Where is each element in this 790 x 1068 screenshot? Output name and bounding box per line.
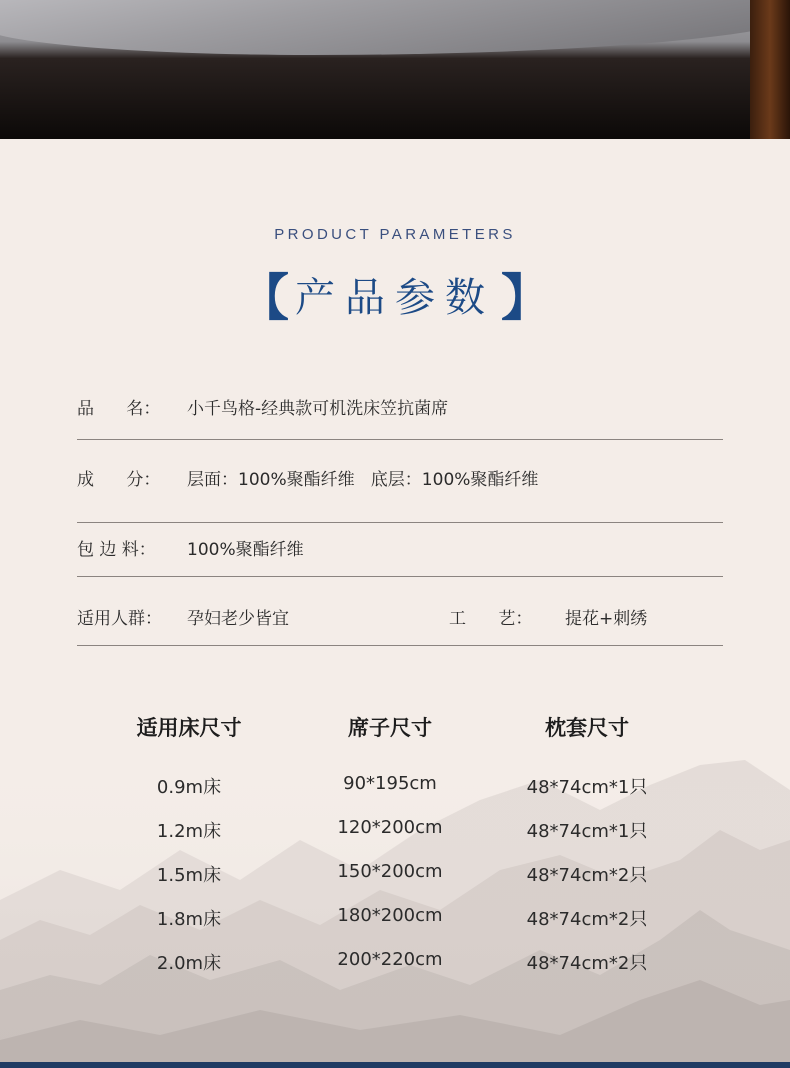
param-value: 孕妇老少皆宜 (187, 609, 289, 629)
section-subtitle: PRODUCT PARAMETERS (274, 226, 516, 243)
fabric-image (0, 0, 790, 55)
size-table-cell: 2.0m床 (156, 953, 222, 974)
param-label: 成 分： (77, 470, 161, 490)
bottom-bar (0, 1062, 790, 1068)
param-label: 品 名： (77, 399, 161, 419)
size-table-cell: 48*74cm*1只 (526, 821, 648, 842)
param-label: 工 艺： (449, 609, 533, 629)
size-table-cell: 48*74cm*2只 (526, 909, 648, 930)
size-table-cell: 150*200cm (337, 861, 443, 882)
param-row-edging (77, 535, 723, 560)
hero-image (0, 0, 790, 139)
divider (77, 576, 723, 577)
divider (77, 439, 723, 440)
param-value: 小千鸟格-经典款可机洗床笠抗菌席 (187, 399, 449, 419)
size-table-header: 席子尺寸 (348, 716, 432, 740)
param-value: 层面：100%聚酯纤维 底层：100%聚酯纤维 (187, 470, 539, 490)
param-row-name (77, 394, 723, 419)
left-bracket: 【 (239, 268, 289, 327)
param-row-composition (77, 465, 723, 490)
size-table-cell: 180*200cm (337, 905, 443, 926)
right-bracket: 】 (501, 268, 551, 327)
divider (77, 522, 723, 523)
section-title (0, 268, 790, 328)
size-table-cell: 48*74cm*2只 (526, 865, 648, 886)
param-row-craft (449, 604, 723, 629)
param-label: 适用人群： (77, 609, 162, 629)
size-table-cell: 90*195cm (343, 773, 437, 794)
size-table-cell: 1.5m床 (156, 865, 222, 886)
size-table-header: 适用床尺寸 (136, 716, 242, 740)
size-table-cell: 200*220cm (337, 949, 443, 970)
size-table-cell: 1.2m床 (156, 821, 222, 842)
size-table-cell: 0.9m床 (156, 777, 222, 798)
size-table-cell: 48*74cm*2只 (526, 953, 648, 974)
size-table-header: 枕套尺寸 (545, 716, 629, 740)
title-text: 产品参数 (295, 275, 495, 321)
size-table-cell: 1.8m床 (156, 909, 222, 930)
size-table-cell: 48*74cm*1只 (526, 777, 648, 798)
param-value: 100%聚酯纤维 (187, 540, 304, 560)
param-value: 提花+刺绣 (565, 609, 648, 629)
param-label: 包 边 料： (77, 540, 156, 560)
size-table-cell: 120*200cm (337, 817, 443, 838)
divider (77, 645, 723, 646)
wood-frame-image (750, 0, 790, 139)
